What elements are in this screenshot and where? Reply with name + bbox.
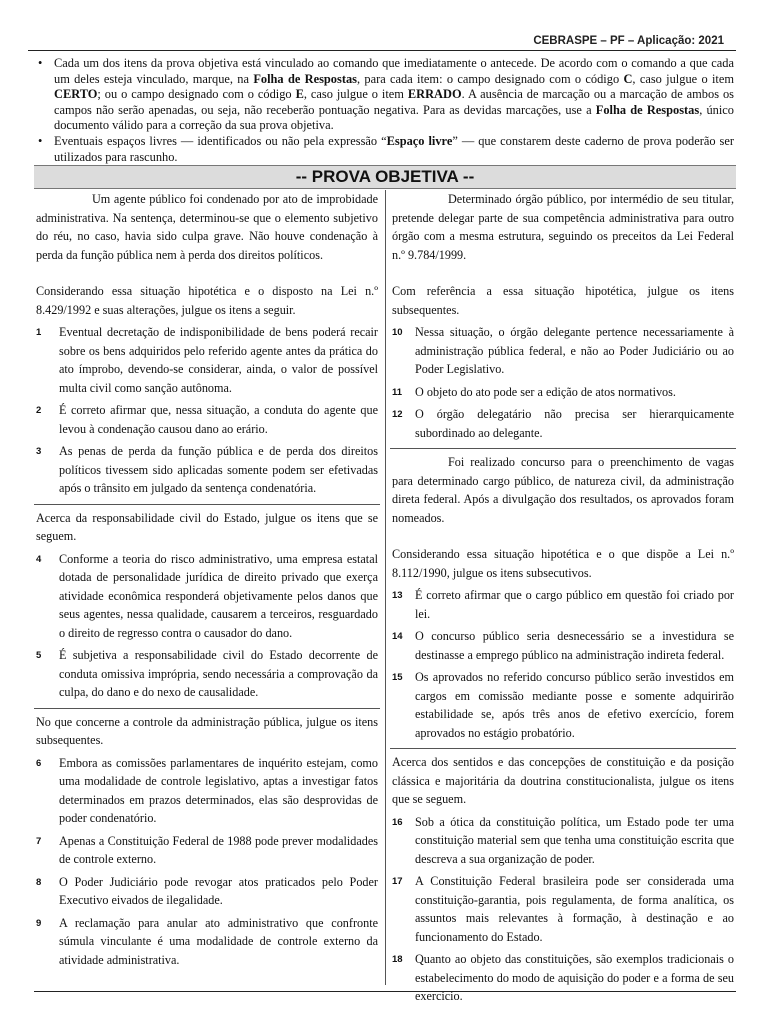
command-text: No que concerne a controle da administração pública, julgue os itens subsequentes. bbox=[36, 714, 378, 747]
question-item[interactable]: 11 O objeto do ato pode ser a edição de atos normativos. bbox=[392, 384, 676, 399]
section-banner: -- PROVA OBJETIVA -- bbox=[34, 165, 736, 189]
question-item[interactable]: 8 O Poder Judiciário pode revogar atos praticados pelo Poder Executivo eivados de ilegalidade. bbox=[36, 874, 378, 907]
bullet-icon: • bbox=[38, 133, 43, 148]
command-text: Considerando essa situação hipotética e o que dispõe a Lei n.º 8.112/1990, julgue os itens subsecutivos. bbox=[392, 547, 734, 580]
case-text: Foi realizado concurso para o preenchimento de vagas para determinado cargo público, de natureza civil, da administração direta federal. Após a divulgação dos resultados, os aprovados foram nomeados. bbox=[392, 455, 734, 525]
case-text: Determinado órgão público, por intermédio de seu titular, pretende delegar parte de sua competência administrativa para outro órgão com a mesma estrutura, seguindo os preceitos da Lei Federal n.º 9.784/1999. bbox=[392, 192, 734, 262]
left-column bbox=[36, 190, 378, 969]
section-separator bbox=[390, 448, 736, 449]
question-item[interactable]: 17 A Constituição Federal brasileira pode ser considerada uma constituição-garantia, pois regulamenta, de forma analítica, os assuntos mais relevantes à formação, à destinação e ao funcionamento do Estado. bbox=[392, 874, 734, 944]
question-item[interactable]: 10 Nessa situação, o órgão delegante pertence necessariamente à administração pública federal, e não ao Poder Judiciário ou ao Poder Legislativo. bbox=[392, 325, 734, 376]
question-item[interactable]: 5 É subjetiva a responsabilidade civil do Estado decorrente de conduta omissiva imprópria, sendo necessária a comprovação da culpa, do dano e do nexo de causalidade. bbox=[36, 648, 378, 699]
question-item[interactable]: 18 Quanto ao objeto das constituições, são exemplos tradicionais o estabelecimento do modo de aquisição do poder e a forma de seu exercício. bbox=[392, 952, 734, 1003]
question-item[interactable]: 2 É correto afirmar que, nessa situação, a conduta do agente que levou à condenação causou dano ao erário. bbox=[36, 403, 378, 436]
section-separator bbox=[390, 748, 736, 749]
command-text: Com referência a essa situação hipotética, julgue os itens subsequentes. bbox=[392, 284, 734, 317]
instruction-bullet: • Eventuais espaços livres — identificados ou não pela expressão “Espaço livre” — que constarem deste caderno de prova poderão ser utilizados para rascunho. bbox=[38, 133, 734, 164]
command-text: Considerando essa situação hipotética e o disposto na Lei n.º 8.429/1992 e suas alterações, julgue os itens a seguir. bbox=[36, 284, 378, 317]
command-text: Acerca dos sentidos e das concepções de constituição e da posição clássica e majoritária da doutrina constitucionalista, julgue os itens que se seguem. bbox=[392, 755, 734, 806]
question-item[interactable]: 16 Sob a ótica da constituição política, um Estado pode ter uma constituição material sem que tenha uma constituição escrita que descreva a sua organização de poder. bbox=[392, 814, 734, 866]
question-item[interactable]: 12 O órgão delegatário não precisa ser hierarquicamente subordinado ao delegante. bbox=[392, 407, 734, 440]
question-item[interactable]: 15 Os aprovados no referido concurso público serão investidos em cargos em comissão mediante posse e somente adquirirão estabilidade se, após três anos de efetivo exercício, forem aprovados no estágio probatório. bbox=[392, 670, 734, 740]
command-text: Acerca da responsabilidade civil do Estado, julgue os itens que se seguem. bbox=[36, 510, 378, 543]
footer-rule bbox=[34, 991, 736, 992]
header-text: CEBRASPE – PF – Aplicação: 2021 bbox=[533, 35, 724, 47]
question-item[interactable]: 14 O concurso público seria desnecessário se a investidura se destinasse a emprego público na administração indireta federal. bbox=[392, 629, 734, 662]
instructions bbox=[36, 56, 734, 165]
question-item[interactable]: 6 Embora as comissões parlamentares de inquérito estejam, como uma modalidade de controle legislativo, aptas a investigar fatos determinados em prazos determinados, elas são desprovidas de poder condenatório. bbox=[36, 755, 378, 825]
column-divider bbox=[385, 190, 386, 985]
section-separator bbox=[34, 708, 380, 709]
section-separator bbox=[34, 504, 380, 505]
page-header bbox=[28, 34, 736, 51]
right-column bbox=[392, 190, 734, 1006]
instruction-bullet: • Cada um dos itens da prova objetiva está vinculado ao comando que imediatamente o antecede. De acordo com o comando a que cada um deles esteja vinculado, marque, na Folha de Respostas, para cada item: o campo designado com o código C, caso julgue o item CERTO; ou o campo designado com o código E, caso julgue o item ERRADO. A ausência de marcação ou a marcação de ambos os campos não serão apenadas, ou seja, não receberão pontuação negativa. Para as devidas marcações, use a Folha de Respostas, único documento válido para a correção da sua prova objetiva. bbox=[38, 56, 735, 133]
question-item[interactable]: 4 Conforme a teoria do risco administrativo, uma empresa estatal dotada de personalidade jurídica de direito privado que exerça atividade econômica responderá objetivamente pelos danos que seus agentes, nessa qualidade, causarem a terceiros, resguardado o direito de regresso contra o causador do dano. bbox=[36, 551, 378, 640]
case-text: Um agente público foi condenado por ato de improbidade administrativa. Na sentença, determinou-se que o elemento subjetivo do réu, no caso, havia sido culpa grave. Não houve condenação à perda da função pública nem à perda dos direitos políticos. bbox=[36, 192, 378, 262]
question-item[interactable]: 3 As penas de perda da função pública e de perda dos direitos políticos tivessem sido aplicadas somente podem ser efetivadas após o trânsito em julgado da sentença condenatória. bbox=[36, 444, 378, 495]
question-item[interactable]: 13 É correto afirmar que o cargo público em questão foi criado por lei. bbox=[392, 588, 734, 621]
question-item[interactable]: 7 Apenas a Constituição Federal de 1988 pode prever modalidades de controle externo. bbox=[36, 833, 378, 866]
bullet-icon: • bbox=[38, 56, 43, 70]
question-item[interactable]: 1 Eventual decretação de indisponibilidade de bens poderá recair sobre os bens adquiridos pelo referido agente antes da prática do ato ímprobo, devendo-se considerar, ainda, o valor de possível multa civil como sanção autônoma. bbox=[36, 325, 378, 395]
question-item[interactable]: 9 A reclamação para anular ato administrativo que confronte súmula vinculante é uma modalidade de controle externo da atividade administrativa. bbox=[36, 915, 378, 967]
